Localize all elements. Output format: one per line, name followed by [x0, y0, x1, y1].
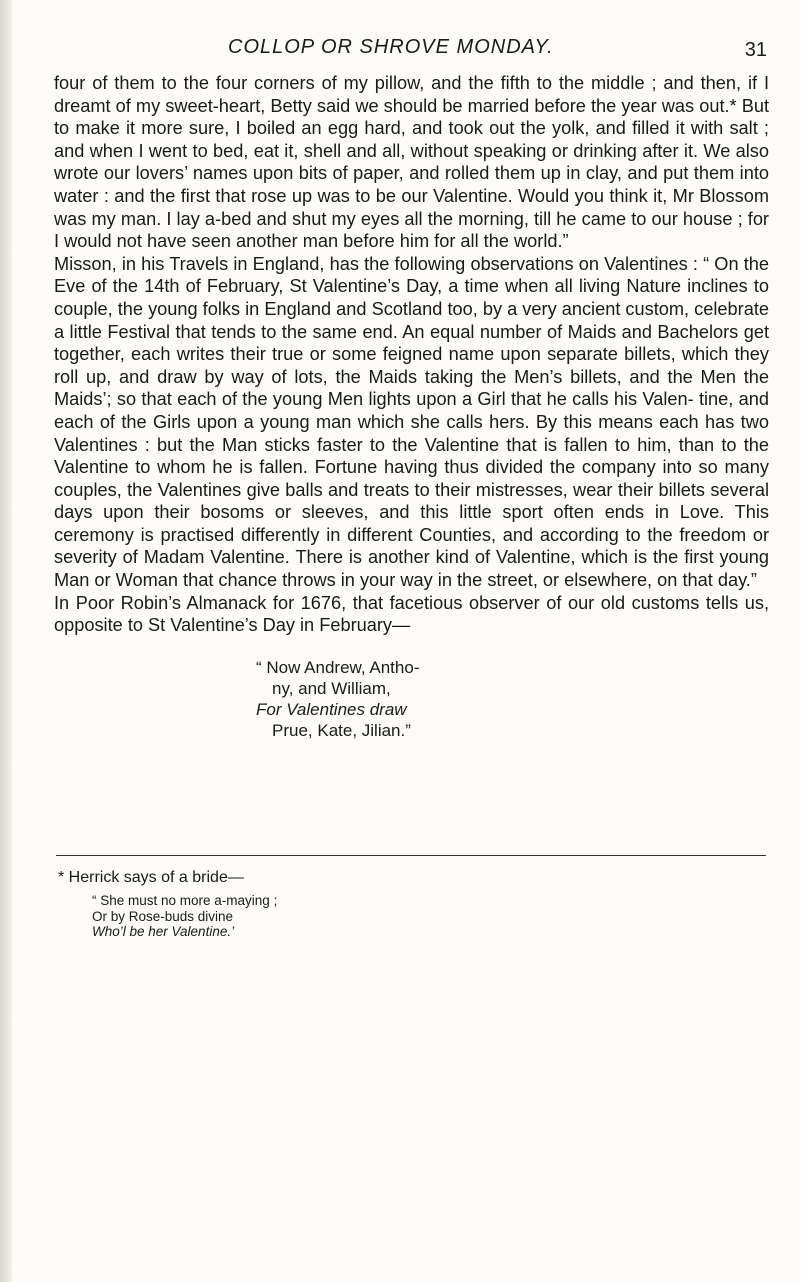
- paragraph-2: Misson, in his Travels in England, has the following observations on Valentines : “ On the Eve of the 14th of February, St Valentine’s Day, a time when all living Nature inclines to couple, the young folks in England and Scotland too, by a very ancient custom, celebrate a little Festival that tends to the same end. An equal number of Maids and Bachelors get together, each writes their true or some feigned name upon separate billets, which they roll up, and draw by way of lots, the Maids taking the Men’s billets, and the Men the Maids’; so that each of the young Men lights upon a Girl that he calls his Valen- tine, and each of the Girls upon a young man which she calls hers. By this means each has two Valentines : but the Man sticks faster to the Valentine that is fallen to him, than to the Valentine to whom he is fallen. Fortune having thus divided the company into so many couples, the Valentines give balls and treats to their mistresses, wear their billets several days upon their bosoms or sleeves, and this little sport often ends in Love. This ceremony is practised differently in different Counties, and according to the freedom or severity of Madam Valentine. There is another kind of Valentine, which is the first young Man or Woman that chance throws in your way in the street, or elsewhere, on that day.”: [54, 253, 769, 591]
- verse-line-4: Prue, Kate, Jilian.”: [272, 720, 411, 740]
- verse-line-3: For Valentines draw: [256, 699, 407, 719]
- verse-line-2: ny, and William,: [272, 678, 391, 698]
- footnote-verse-line-2: Or by Rose-buds divine: [92, 908, 234, 924]
- verse-quote: [256, 657, 769, 741]
- footnote-verse: [92, 893, 758, 940]
- paragraph-3: In Poor Robin’s Almanack for 1676, that facetious observer of our old customs tells us, opposite to St Valentine’s Day in February—: [54, 592, 769, 636]
- book-spine-shadow: [0, 0, 12, 1282]
- footnote-text: * Herrick says of a bride—: [58, 869, 244, 886]
- running-head: [0, 36, 801, 66]
- main-text: [54, 72, 769, 741]
- running-title: COLLOP OR SHROVE MONDAY.: [228, 36, 554, 58]
- footnote: [58, 868, 758, 940]
- footnote-verse-line-1: “ She must no more a-maying ;: [92, 893, 278, 908]
- footnote-verse-line-3: Who’l be her Valentine.’: [92, 924, 235, 939]
- verse-line-1: “ Now Andrew, Antho-: [256, 657, 420, 677]
- footnote-divider: [56, 855, 766, 856]
- paragraph-1: four of them to the four corners of my pillow, and the fifth to the middle ; and then, if I dreamt of my sweet-heart, Betty said we should be married before the year was out.* But to make it more sure, I boiled an egg hard, and took out the yolk, and filled it with salt ; and when I went to bed, eat it, shell and all, without speaking or drinking after it. We also wrote our lovers’ names upon bits of paper, and rolled them up in clay, and put them into water : and the first that rose up was to be our Valentine. Would you think it, Mr Blossom was my man. I lay a-bed and shut my eyes all the morning, till he came to our house ; for I would not have seen another man before him for all the world.”: [54, 73, 769, 252]
- page-number: 31: [744, 39, 767, 61]
